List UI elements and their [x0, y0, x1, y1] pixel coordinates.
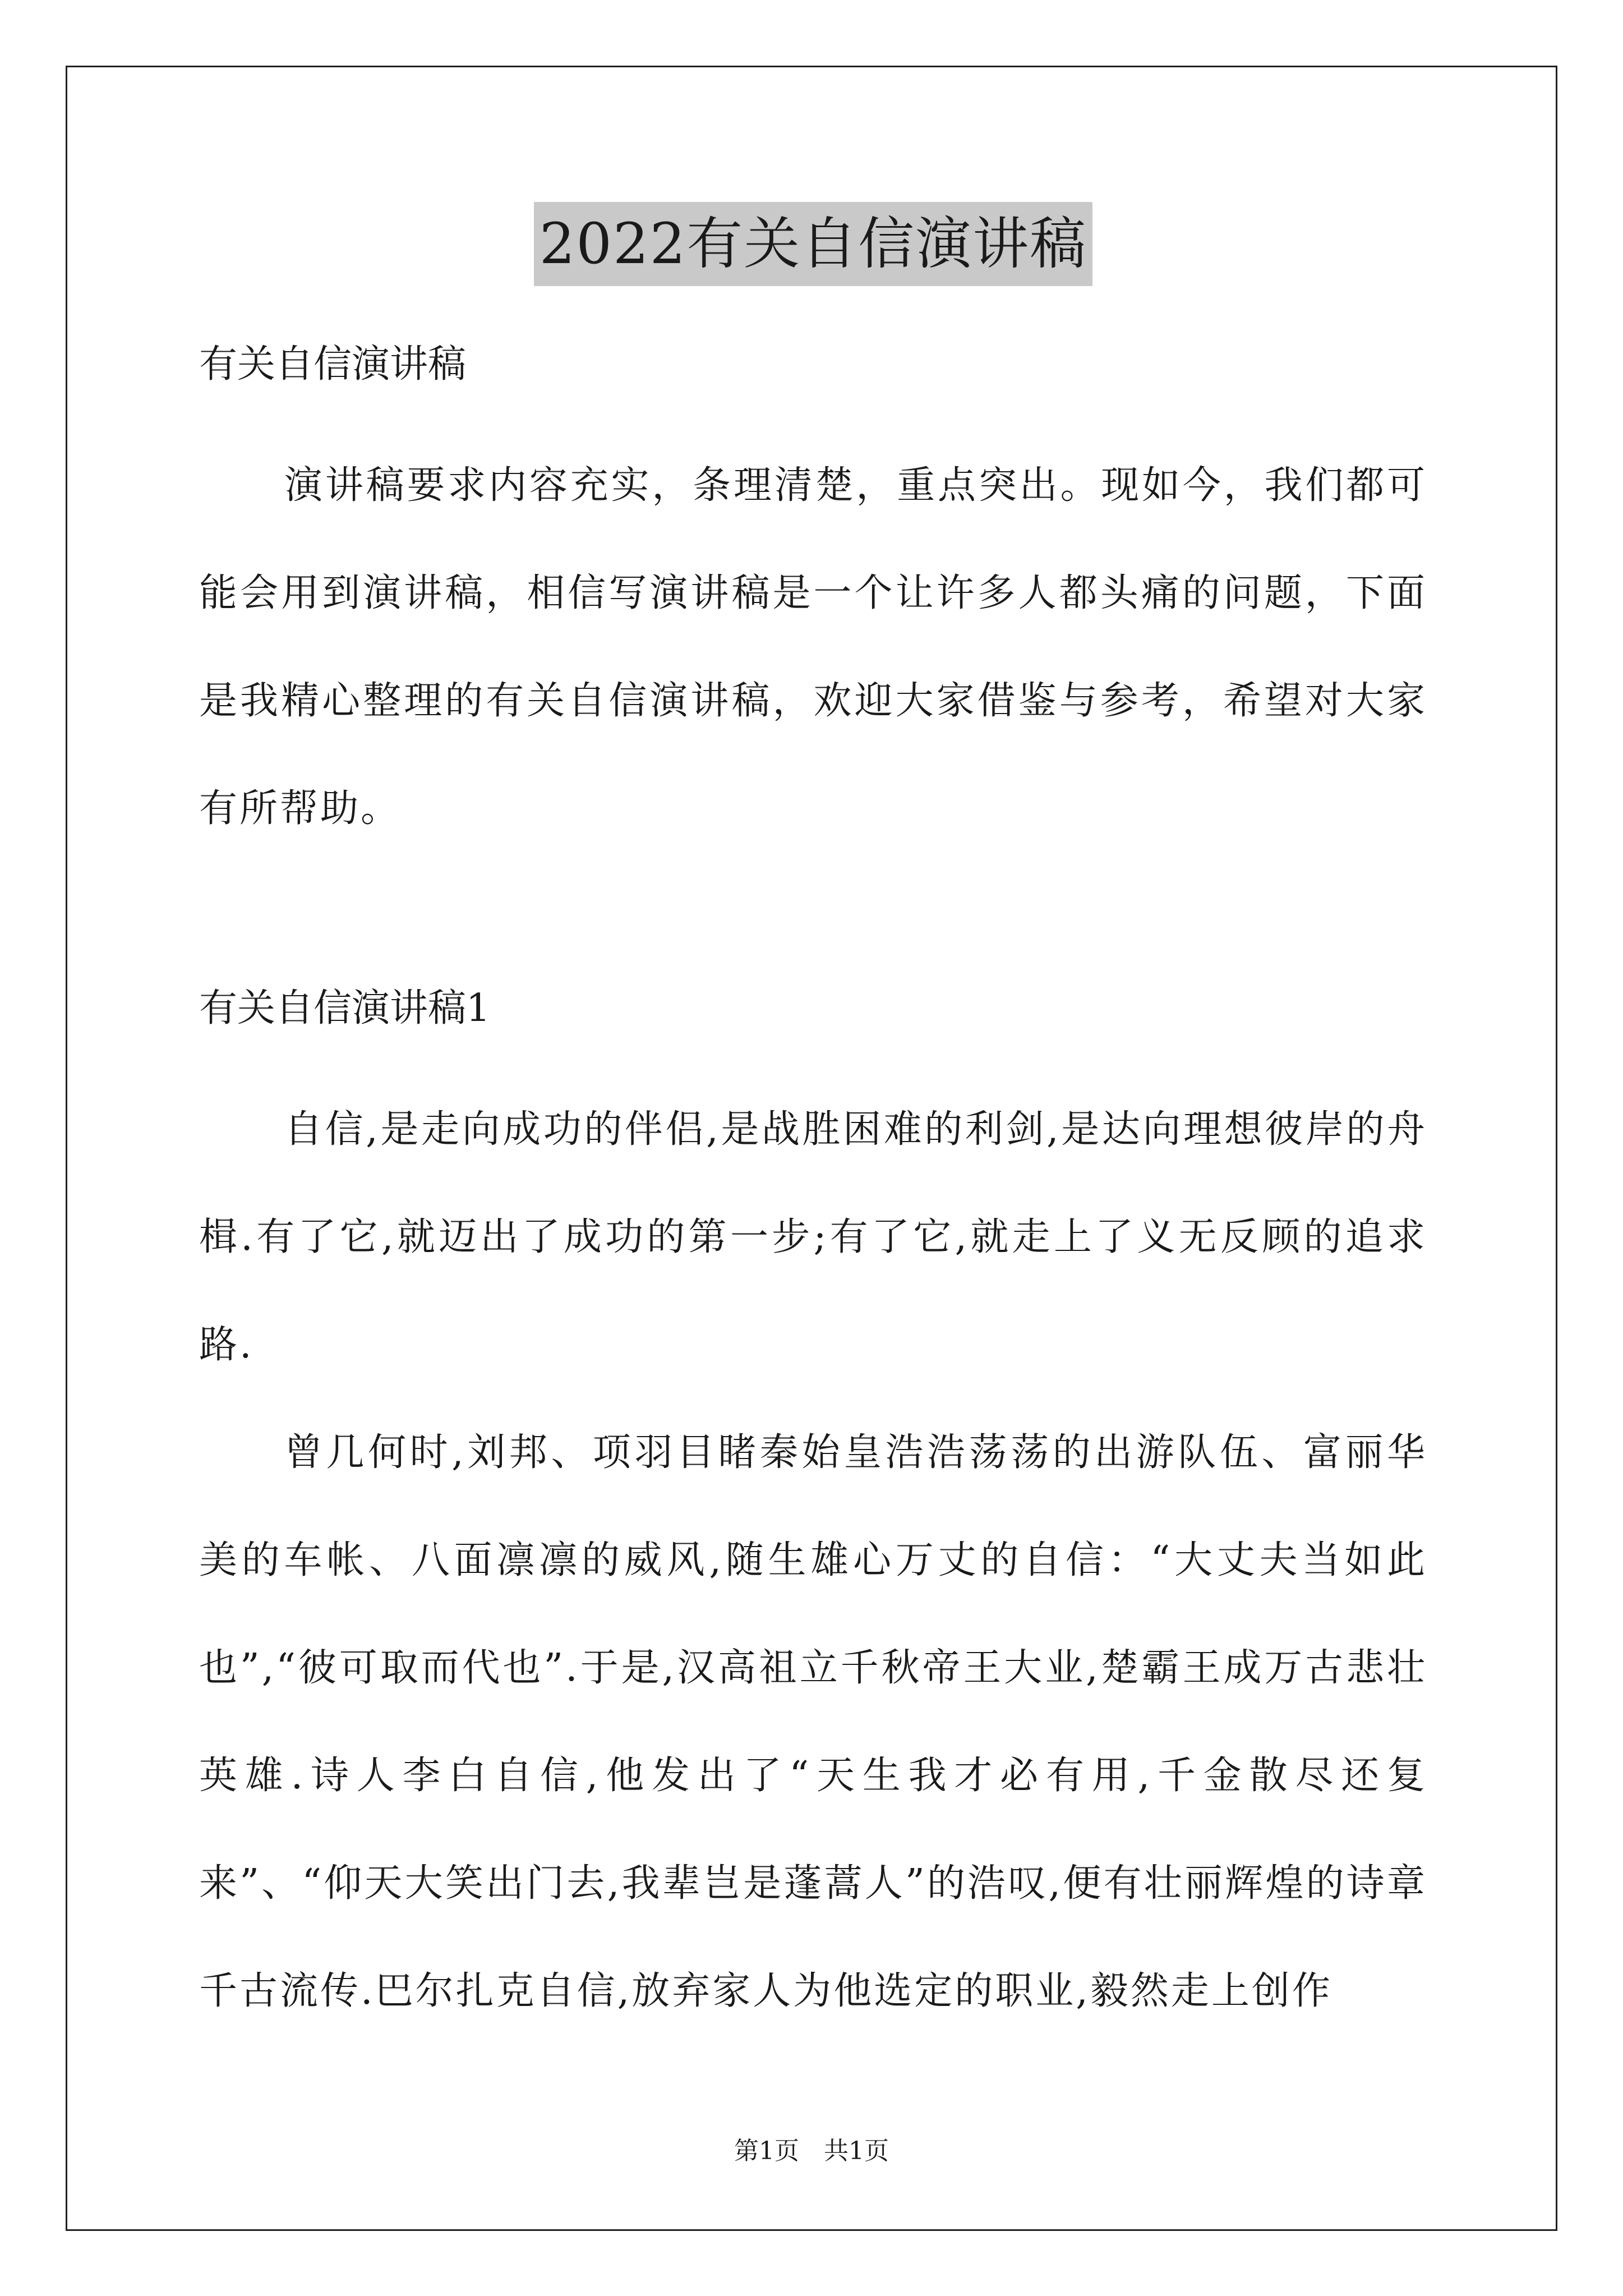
intro-paragraph: 演讲稿要求内容充实，条理清楚，重点突出。现如今，我们都可能会用到演讲稿，相信写演讲稿是一个让许多人都头痛的问题，下面是我精心整理的有关自信演讲稿，欢迎大家借鉴与参考，希望对大家有所帮助。: [199, 463, 1427, 831]
spacer: [199, 1037, 1427, 1076]
spacer: [199, 863, 1427, 981]
section1-paragraph-2: 曾几何时,刘邦、项羽目睹秦始皇浩浩荡荡的出游队伍、富丽华美的车帐、八面凛凛的威风,随生雄心万丈的自信：“大丈夫当如此也”,“彼可取而代也”.于是,汉高祖立千秋帝王大业,楚霸王成万古悲壮英雄.诗人李白自信,他发出了“天生我才必有用,千金散尽还复来”、“仰天大笑出门去,我辈岂是蓬蒿人”的浩叹,便有壮丽辉煌的诗章千古流传.巴尔扎克自信,放弃家人为他选定的职业,毅然走上创作: [199, 1430, 1427, 2013]
section1-paragraph-1: 自信,是走向成功的伴侣,是战胜困难的利剑,是达向理想彼岸的舟楫.有了它,就迈出了成功的第一步;有了它,就走上了义无反顾的追求路.: [199, 1107, 1427, 1367]
spacer: [199, 393, 1427, 432]
title-container: [199, 202, 1427, 286]
intro-heading: 有关自信演讲稿: [199, 342, 467, 386]
document-title: 2022有关自信演讲稿: [534, 202, 1093, 286]
page-footer: 第1页 共1页: [734, 2137, 889, 2165]
document-body: [199, 202, 1427, 2045]
section1-heading: 有关自信演讲稿1: [199, 986, 491, 1030]
